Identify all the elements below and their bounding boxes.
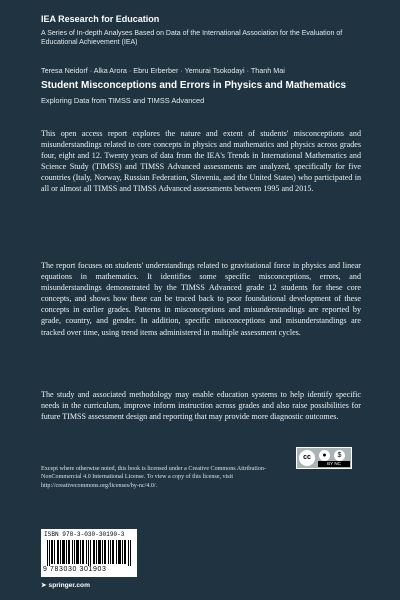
noncommercial-icon: $ (334, 450, 345, 461)
book-subtitle: Exploring Data from TIMSS and TIMSS Advanced (41, 96, 205, 105)
cc-license-badge[interactable] (296, 447, 352, 469)
badge-nc-label: NC (334, 461, 341, 466)
series-title: IEA Research for Education (41, 14, 160, 24)
publisher-link[interactable] (41, 581, 90, 589)
barcode-icon (47, 540, 133, 566)
springer-arrow-icon: ➤ (41, 582, 47, 589)
isbn-label: ISBN 978-3-030-30190-3 (44, 531, 125, 538)
barcode-digits: 9 783030 301903 (43, 566, 107, 573)
cc-badge-strip (318, 461, 350, 467)
attribution-icon: ● (319, 450, 330, 461)
book-authors: Teresa Neidorf · Alka Arora · Ebru Erberber · Yemurai Tsokodayi · Thanh Mai (41, 66, 285, 75)
series-description: A Series of In-depth Analyses Based on Data of the International Association for the Evaluation of Educational Achievement (IEA) (41, 30, 343, 46)
blurb-paragraph-2: The report focuses on students' understandings related to gravitational force in physics and linear equations in mathematics. It identifies some specific misconceptions, errors, and misunderstandings demonstrated by the TIMSS Advanced grade 12 students for these core concepts, and shows how these can be traced back to poor foundational development of these concepts in earlier grades. Patterns in misconceptions and misunderstandings are reported by grade, country, and gender. In addition, specific misconceptions and misunderstandings are tracked over time, using trend items administered in multiple assessment cycles. (41, 261, 361, 337)
blurb-paragraph-3: The study and associated methodology may enable education systems to help identify specific needs in the curriculum, improve inform instruction across grades and also raise possibilities for future TIMSS assessment design and reporting that may provide more diagnostic outcomes. (41, 390, 361, 422)
blurb-paragraph-1: This open access report explores the nature and extent of students' misconceptions and misunderstandings related to core concepts in physics and mathematics and physics across grades four, eight and 12. Twenty years of data from the IEA's Trends in International Mathematics and Science Study (TIMSS) and TIMSS Advanced assessments are analyzed, specifically for five countries (Italy, Norway, Russian Federation, Slovenia, and the United States) who participated in all or almost all TIMSS and TIMSS Advanced assessments between 1995 and 2015. (41, 129, 361, 194)
license-notice: Except where otherwise noted, this book is licensed under a Creative Commons Attribution-NonCommercial 4.0 International License. To view a copy of this license, visit http://creativecommons.org/licenses/by-nc/4.0/. (41, 466, 266, 489)
barcode-box (41, 529, 137, 577)
publisher-name: springer.com (48, 582, 90, 589)
book-title: Student Misconceptions and Errors in Physics and Mathematics (41, 80, 347, 91)
badge-by-label: BY (327, 461, 334, 466)
cc-logo-icon: cc (299, 450, 315, 466)
